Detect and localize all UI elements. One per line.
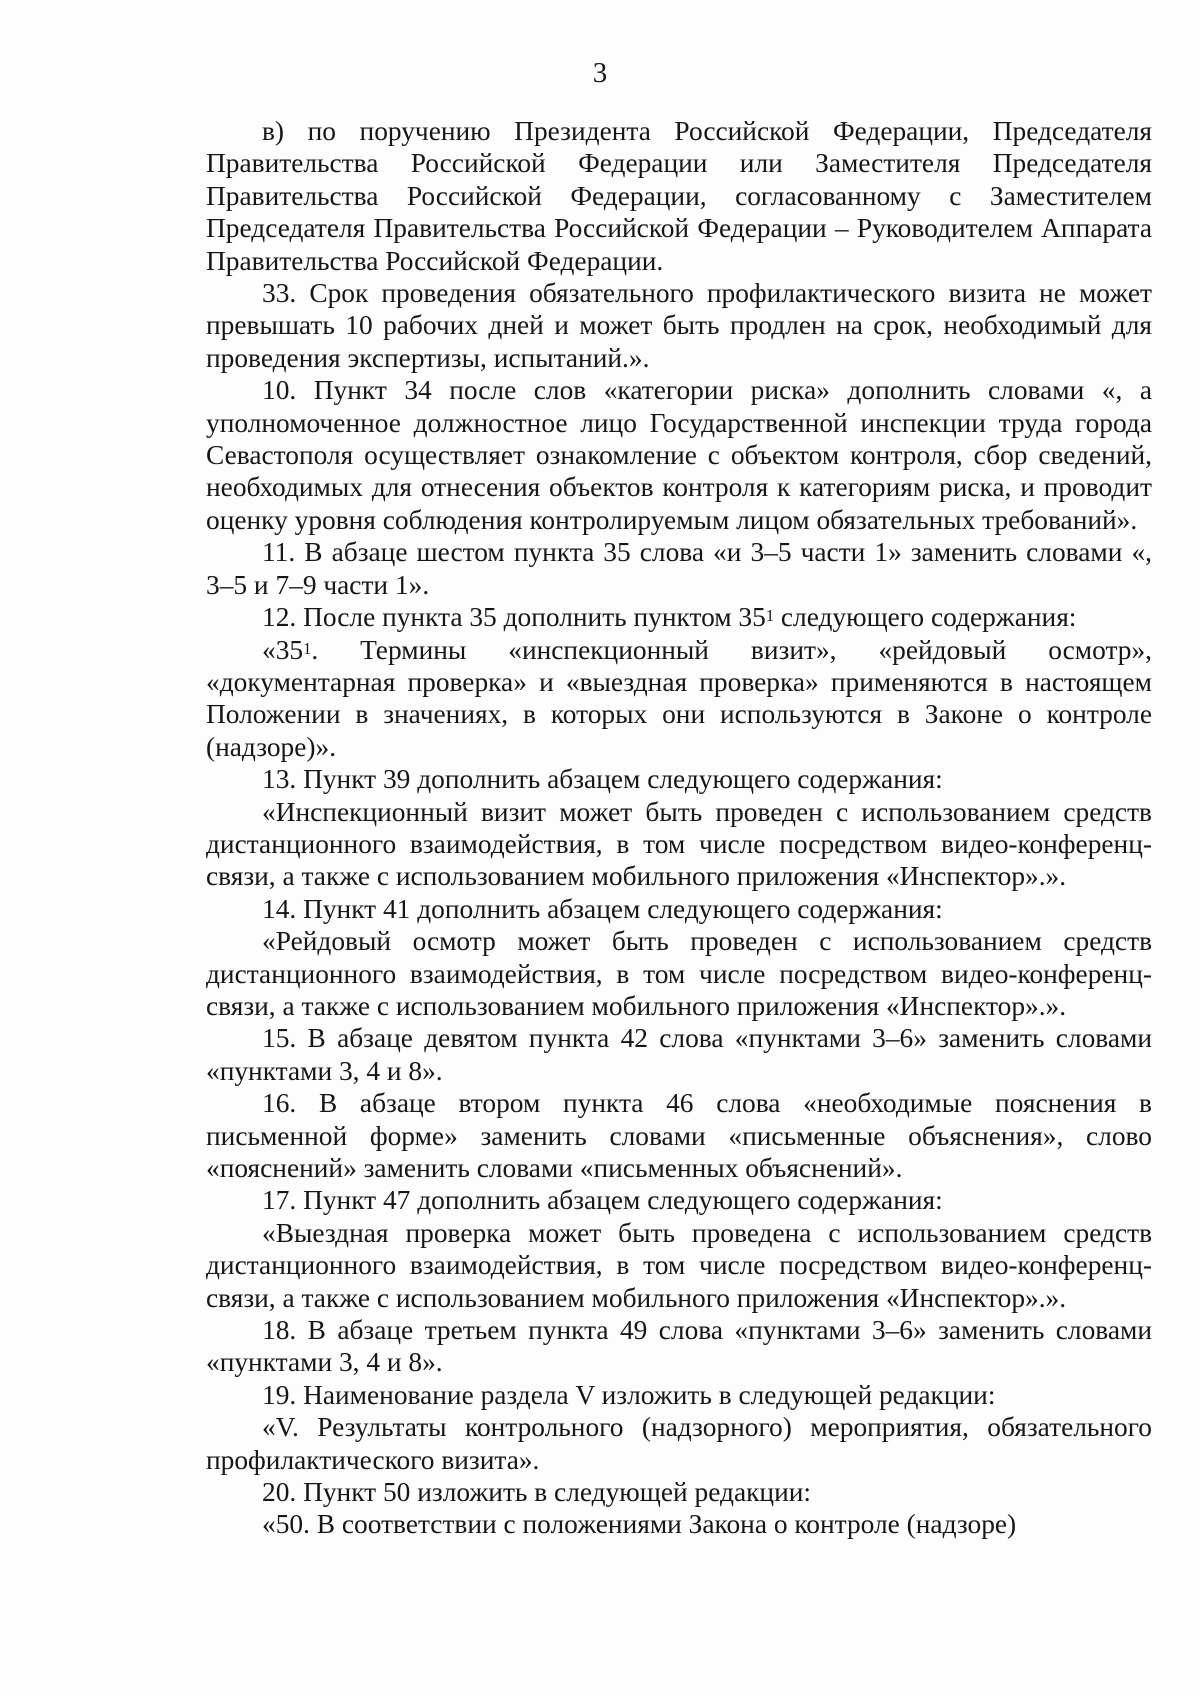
paragraph-item-15: 15. В абзаце девятом пункта 42 слова «пунктами 3–6» заменить словами «пунктами 3, 4 и 8». [206, 1023, 1152, 1086]
paragraph-item-12-text: 12. После пункта 35 дополнить пунктом 35 [262, 602, 766, 633]
superscript-mark: 1 [303, 638, 312, 658]
paragraph-item-13: 13. Пункт 39 дополнить абзацем следующего содержания: [262, 764, 943, 795]
paragraph-quote-raid-inspection: «Рейдовый осмотр может быть проведен с использованием средств дистанционного взаимодействия, в том числе посредством видео-конференц-связи, а также с использованием мобильного приложения «Инспектор».». [206, 926, 1152, 1021]
paragraph-item-11: 11. В абзаце шестом пункта 35 слова «и 3–5 части 1» заменить словами «, 3–5 и 7–9 части 1». [206, 537, 1152, 600]
paragraph-quote-item-50: «50. В соответствии с положениями Закона о контроле (надзоре) [262, 1509, 1017, 1540]
paragraph-item-35-1-text: . Термины «инспекционный визит», «рейдовый осмотр», «документарная проверка» и «выездная проверка» применяются в настоящем Положении в значениях, в которых они используются в Законе о контроле (надзоре)». [206, 634, 1152, 762]
paragraph-v-po-porucheniyu: в) по поручению Президента Российской Федерации, Председателя Правительства Российской Федерации или Заместителя Председателя Правительства Российской Федерации, согласованному с Заместителем Председателя Правительства Российской Федерации – Руководителем Аппарата Правительства Российской Федерации. [206, 116, 1152, 276]
paragraph-item-17: 17. Пункт 47 дополнить абзацем следующего содержания: [262, 1185, 943, 1216]
page-number: 3 [592, 57, 608, 89]
paragraph-item-18: 18. В абзаце третьем пункта 49 слова «пунктами 3–6» заменить словами «пунктами 3, 4 и 8». [206, 1315, 1152, 1378]
paragraph-item-10: 10. Пункт 34 после слов «категории риска» дополнить словами «, а уполномоченное должностное лицо Государственной инспекции труда города Севастополя осуществляет ознакомление с объектом контроля, сбор сведений, необходимых для отнесения объектов контроля к категориям риска, и проводит оценку уровня соблюдения контролируемым лицом обязательных требований». [206, 375, 1152, 535]
paragraph-item-35-1 [206, 634, 1152, 764]
paragraph-item-12 [206, 601, 1152, 633]
paragraph-item-20: 20. Пункт 50 изложить в следующей редакции: [262, 1477, 812, 1508]
paragraph-quote-field-inspection: «Выездная проверка может быть проведена с использованием средств дистанционного взаимодействия, в том числе посредством видео-конференц-связи, а также с использованием мобильного приложения «Инспектор».». [206, 1217, 1152, 1313]
paragraph-item-19: 19. Наименование раздела V изложить в следующей редакции: [262, 1379, 996, 1410]
paragraph-quote-inspection-visit: «Инспекционный визит может быть проведен с использованием средств дистанционного взаимодействия, в том числе посредством видео-конференц-связи, а также с использованием мобильного приложения «Инспектор».». [206, 796, 1152, 892]
paragraph-item-14: 14. Пункт 41 дополнить абзацем следующего содержания: [262, 893, 943, 924]
superscript-mark: 1 [765, 606, 775, 626]
paragraph-item-12-tail: следующего содержания: [774, 602, 1077, 633]
document-body [206, 115, 1152, 1541]
paragraph-quote-section-v-title: «V. Результаты контрольного (надзорного) мероприятия, обязательного профилактического визита». [206, 1412, 1152, 1475]
paragraph-item-35-1-lead: «35 [262, 634, 304, 665]
paragraph-item-16: 16. В абзаце втором пункта 46 слова «необходимые пояснения в письменной форме» заменить словами «письменные объяснения», слово «пояснений» заменить словами «письменных объяснений». [206, 1088, 1152, 1183]
paragraph-item-33: 33. Срок проведения обязательного профилактического визита не может превышать 10 рабочих дней и может быть продлен на срок, необходимый для проведения экспертизы, испытаний.». [206, 278, 1152, 373]
